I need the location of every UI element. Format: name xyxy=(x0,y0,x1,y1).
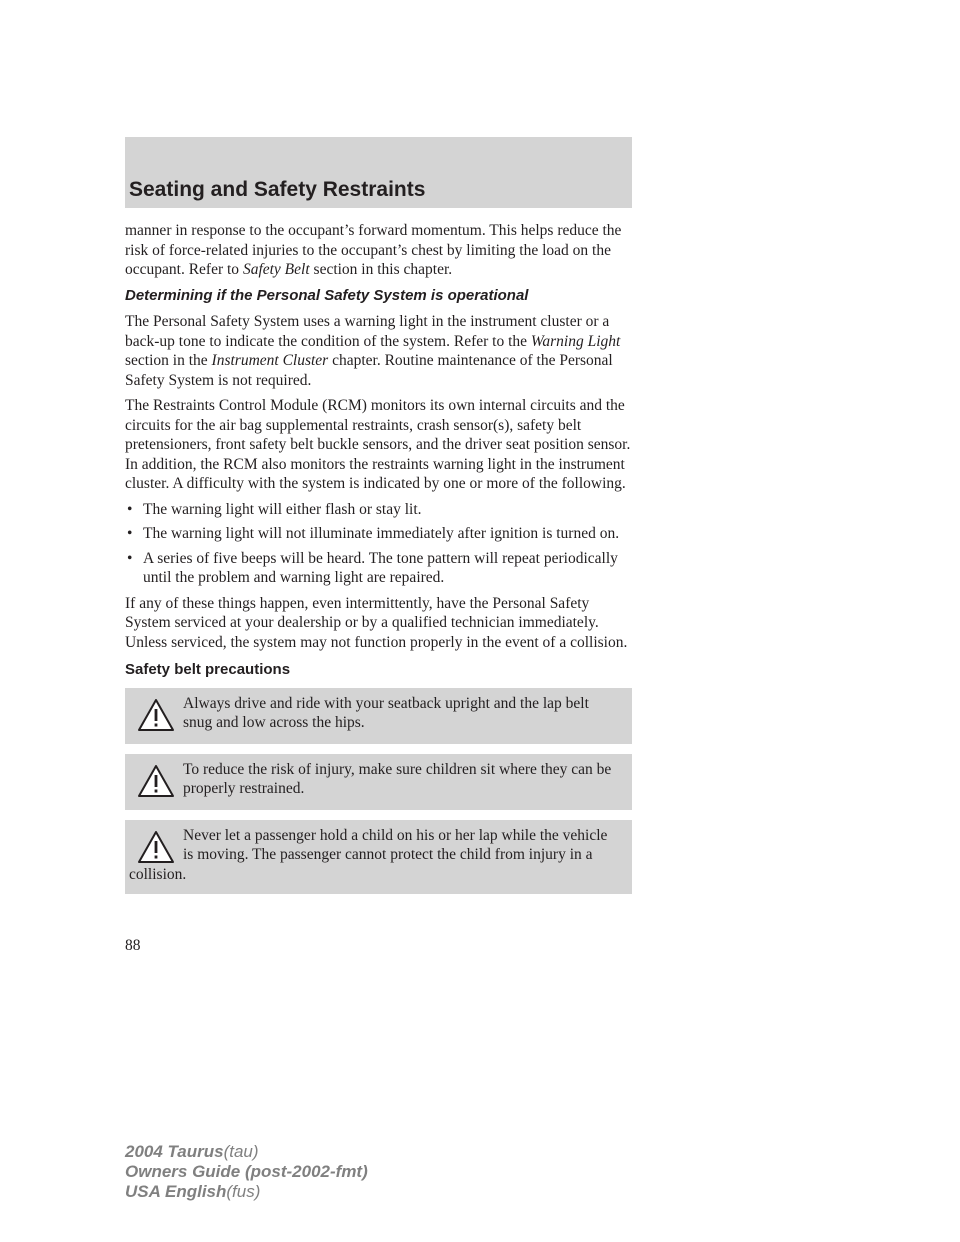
warning-text: To reduce the risk of injury, make sure children sit where they can be properly restrained. xyxy=(183,760,612,797)
service-paragraph: If any of these things happen, even intermittently, have the Personal Safety System serviced at your dealership or by a qualified technician immediately. Unless serviced, the system may not function properly in the event of a collision. xyxy=(125,594,628,651)
section-header xyxy=(125,137,632,208)
footer-language-code: (fus) xyxy=(226,1182,261,1201)
footer xyxy=(125,1142,368,1202)
footer-line-3 xyxy=(125,1182,368,1202)
list-item-text: The warning light will either flash or stay lit. xyxy=(143,500,422,518)
precautions-heading: Safety belt precautions xyxy=(125,661,291,678)
instrument-cluster-ref: Instrument Cluster xyxy=(211,352,329,369)
warning-triangle-icon xyxy=(137,764,175,798)
warning-triangle-icon xyxy=(137,830,175,864)
footer-language: USA English xyxy=(125,1182,227,1201)
intro-text: manner in response to the occupant’s forward momentum. This helps reduce the risk of force-related injuries to the occupant’s chest by limiting the load on the occupant. Refer to xyxy=(125,222,622,278)
warning-light-ref: Warning Light xyxy=(530,332,621,350)
footer-line-2 xyxy=(125,1162,368,1182)
footer-line-1 xyxy=(125,1142,368,1162)
symptom-list xyxy=(125,500,632,588)
warning-text: Never let a passenger hold a child on his or her lap while the vehicle is moving. The passenger cannot protect the child from injury in a collision. xyxy=(129,826,608,883)
footer-model: 2004 Taurus xyxy=(125,1142,224,1161)
rcm-paragraph: The Restraints Control Module (RCM) monitors its own internal circuits and the circuits for the air bag supplemental restraints, crash sensor(s), safety belt pretensioners, front safety belt buckle sensors, and the driver seat position sensor. In addition, the RCM also monitors the restraints warning light in the instrument cluster. A difficulty with the system is indicated by one or more of the following. xyxy=(125,397,631,492)
warning-text: Always drive and ride with your seatback upright and the lap belt snug and low across the hips. xyxy=(183,694,589,731)
intro-paragraph xyxy=(125,221,632,280)
warning-box xyxy=(125,820,632,895)
list-item xyxy=(125,524,632,544)
page-content xyxy=(125,221,632,904)
warning-light-text-mid: section in the xyxy=(125,352,208,369)
bullet-icon: • xyxy=(127,525,133,542)
intro-text-end: section in this chapter. xyxy=(313,261,453,278)
warning-triangle-icon xyxy=(137,698,175,732)
bullet-icon: • xyxy=(127,549,133,567)
bullet-icon: • xyxy=(127,500,133,518)
warning-light-paragraph xyxy=(125,312,632,390)
warning-light-text-end: chapter. Routine maintenance of the Personal Safety System is not required. xyxy=(125,352,613,389)
operational-heading: Determining if the Personal Safety System is operational xyxy=(125,286,529,304)
page-number: 88 xyxy=(125,937,141,954)
safety-belt-ref: Safety Belt xyxy=(242,261,310,278)
section-title: Seating and Safety Restraints xyxy=(129,178,426,201)
list-item xyxy=(125,500,632,520)
footer-model-code: (tau) xyxy=(223,1142,259,1161)
list-item xyxy=(125,549,632,588)
warning-box xyxy=(125,688,632,744)
warning-box xyxy=(125,754,632,810)
warning-light-text: The Personal Safety System uses a warning light in the instrument cluster or a back-up tone to indicate the condition of the system. Refer to the xyxy=(125,313,610,350)
footer-guide: Owners Guide (post-2002-fmt) xyxy=(125,1162,368,1181)
list-item-text: A series of five beeps will be heard. The tone pattern will repeat periodically until the problem and warning light are repaired. xyxy=(143,549,618,586)
list-item-text: The warning light will not illuminate immediately after ignition is turned on. xyxy=(143,525,620,542)
